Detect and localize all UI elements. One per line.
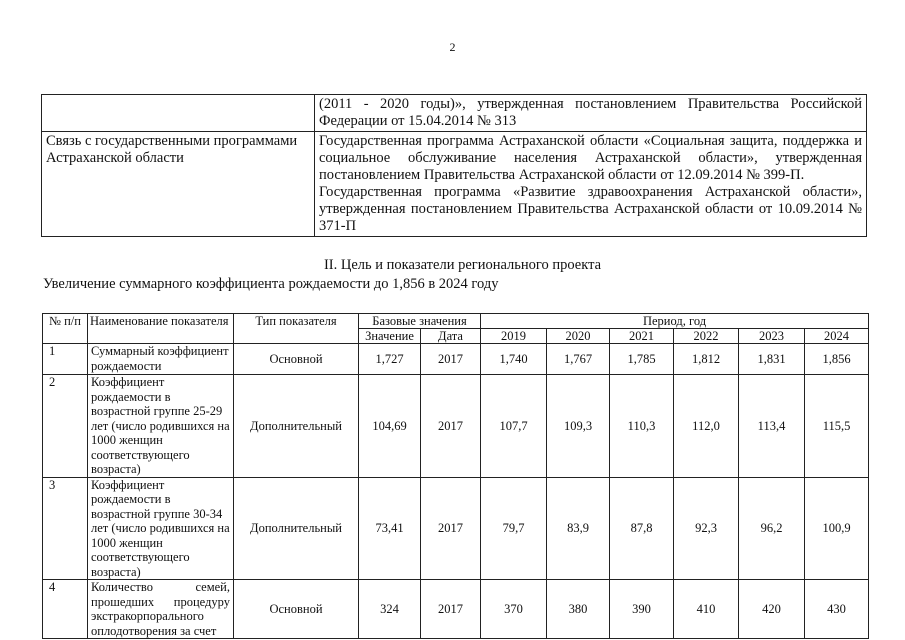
year-value: 420 — [739, 580, 805, 639]
header-year: 2022 — [674, 329, 739, 344]
indicators-table — [42, 313, 869, 639]
section-title: II. Цель и показатели регионального проекта — [323, 257, 602, 273]
info-paragraph: Государственная программа «Развитие здравоохранения Астраханской области», утвержденная постановлением Правительства Астраханской области от 10.09.2014 № 371-П — [319, 184, 862, 234]
row-number: 1 — [43, 344, 88, 375]
year-value: 83,9 — [547, 477, 610, 580]
header-year: 2023 — [739, 329, 805, 344]
header-year: 2019 — [481, 329, 547, 344]
indicator-name: Количество семей, прошедших процедуру экстракорпорального оплодотворения за счет — [88, 580, 234, 639]
base-date: 2017 — [421, 375, 481, 478]
base-date: 2017 — [421, 580, 481, 639]
indicator-name: Коэффициент рождаемости в возрастной группе 30-34 лет (число родившихся на 1000 женщин соответствующего возраста) — [88, 477, 234, 580]
project-goal: Увеличение суммарного коэффициента рождаемости до 1,856 в 2024 году — [43, 276, 499, 292]
base-value: 1,727 — [359, 344, 421, 375]
indicator-type: Основной — [234, 344, 359, 375]
header-period: Период, год — [481, 314, 869, 329]
indicator-name: Суммарный коэффициент рождаемости — [88, 344, 234, 375]
base-value: 73,41 — [359, 477, 421, 580]
year-value: 430 — [805, 580, 869, 639]
page-number: 2 — [449, 40, 456, 54]
year-value: 112,0 — [674, 375, 739, 478]
base-date: 2017 — [421, 344, 481, 375]
header-type: Тип показателя — [234, 314, 359, 344]
row-number: 2 — [43, 375, 88, 478]
year-value: 390 — [610, 580, 674, 639]
header-base-date: Дата — [421, 329, 481, 344]
info-paragraph: Государственная программа Астраханской области «Социальная защита, поддержка и социальное обслуживание населения Астраханской области», утвержденная постановлением Правительства Астраханской области от 12.09.2014 № 399-П. — [319, 133, 862, 183]
year-value: 410 — [674, 580, 739, 639]
passport-info-table — [41, 94, 867, 237]
header-year: 2024 — [805, 329, 869, 344]
info-label-cell: Связь с государственными программами Астраханской области — [42, 132, 315, 237]
info-value-cell — [315, 132, 867, 237]
indicator-name: Коэффициент рождаемости в возрастной группе 25-29 лет (число родившихся на 1000 женщин соответствующего возраста) — [88, 375, 234, 478]
indicator-type: Дополнительный — [234, 375, 359, 478]
year-value: 107,7 — [481, 375, 547, 478]
year-value: 380 — [547, 580, 610, 639]
table-header-row — [43, 314, 869, 329]
year-value: 1,740 — [481, 344, 547, 375]
year-value: 1,831 — [739, 344, 805, 375]
table-row — [42, 132, 867, 237]
row-number: 3 — [43, 477, 88, 580]
header-year: 2020 — [547, 329, 610, 344]
table-row — [43, 344, 869, 375]
year-value: 1,767 — [547, 344, 610, 375]
header-base: Базовые значения — [359, 314, 481, 329]
year-value: 87,8 — [610, 477, 674, 580]
table-row — [43, 477, 869, 580]
info-value-cell — [315, 95, 867, 132]
year-value: 110,3 — [610, 375, 674, 478]
table-row — [42, 95, 867, 132]
row-number: 4 — [43, 580, 88, 639]
year-value: 96,2 — [739, 477, 805, 580]
header-year: 2021 — [610, 329, 674, 344]
indicator-type: Дополнительный — [234, 477, 359, 580]
base-date: 2017 — [421, 477, 481, 580]
header-number: № п/п — [43, 314, 88, 344]
info-label-cell — [42, 95, 315, 132]
year-value: 370 — [481, 580, 547, 639]
year-value: 92,3 — [674, 477, 739, 580]
year-value: 109,3 — [547, 375, 610, 478]
header-name: Наименование показателя — [88, 314, 234, 344]
base-value: 104,69 — [359, 375, 421, 478]
base-value: 324 — [359, 580, 421, 639]
year-value: 100,9 — [805, 477, 869, 580]
indicator-type: Основной — [234, 580, 359, 639]
year-value: 1,785 — [610, 344, 674, 375]
table-row — [43, 580, 869, 639]
year-value: 1,856 — [805, 344, 869, 375]
table-row — [43, 375, 869, 478]
year-value: 115,5 — [805, 375, 869, 478]
year-value: 113,4 — [739, 375, 805, 478]
info-paragraph: (2011 - 2020 годы)», утвержденная постановлением Правительства Российской Федерации от 15.04.2014 № 313 — [319, 96, 862, 129]
year-value: 79,7 — [481, 477, 547, 580]
year-value: 1,812 — [674, 344, 739, 375]
header-base-value: Значение — [359, 329, 421, 344]
